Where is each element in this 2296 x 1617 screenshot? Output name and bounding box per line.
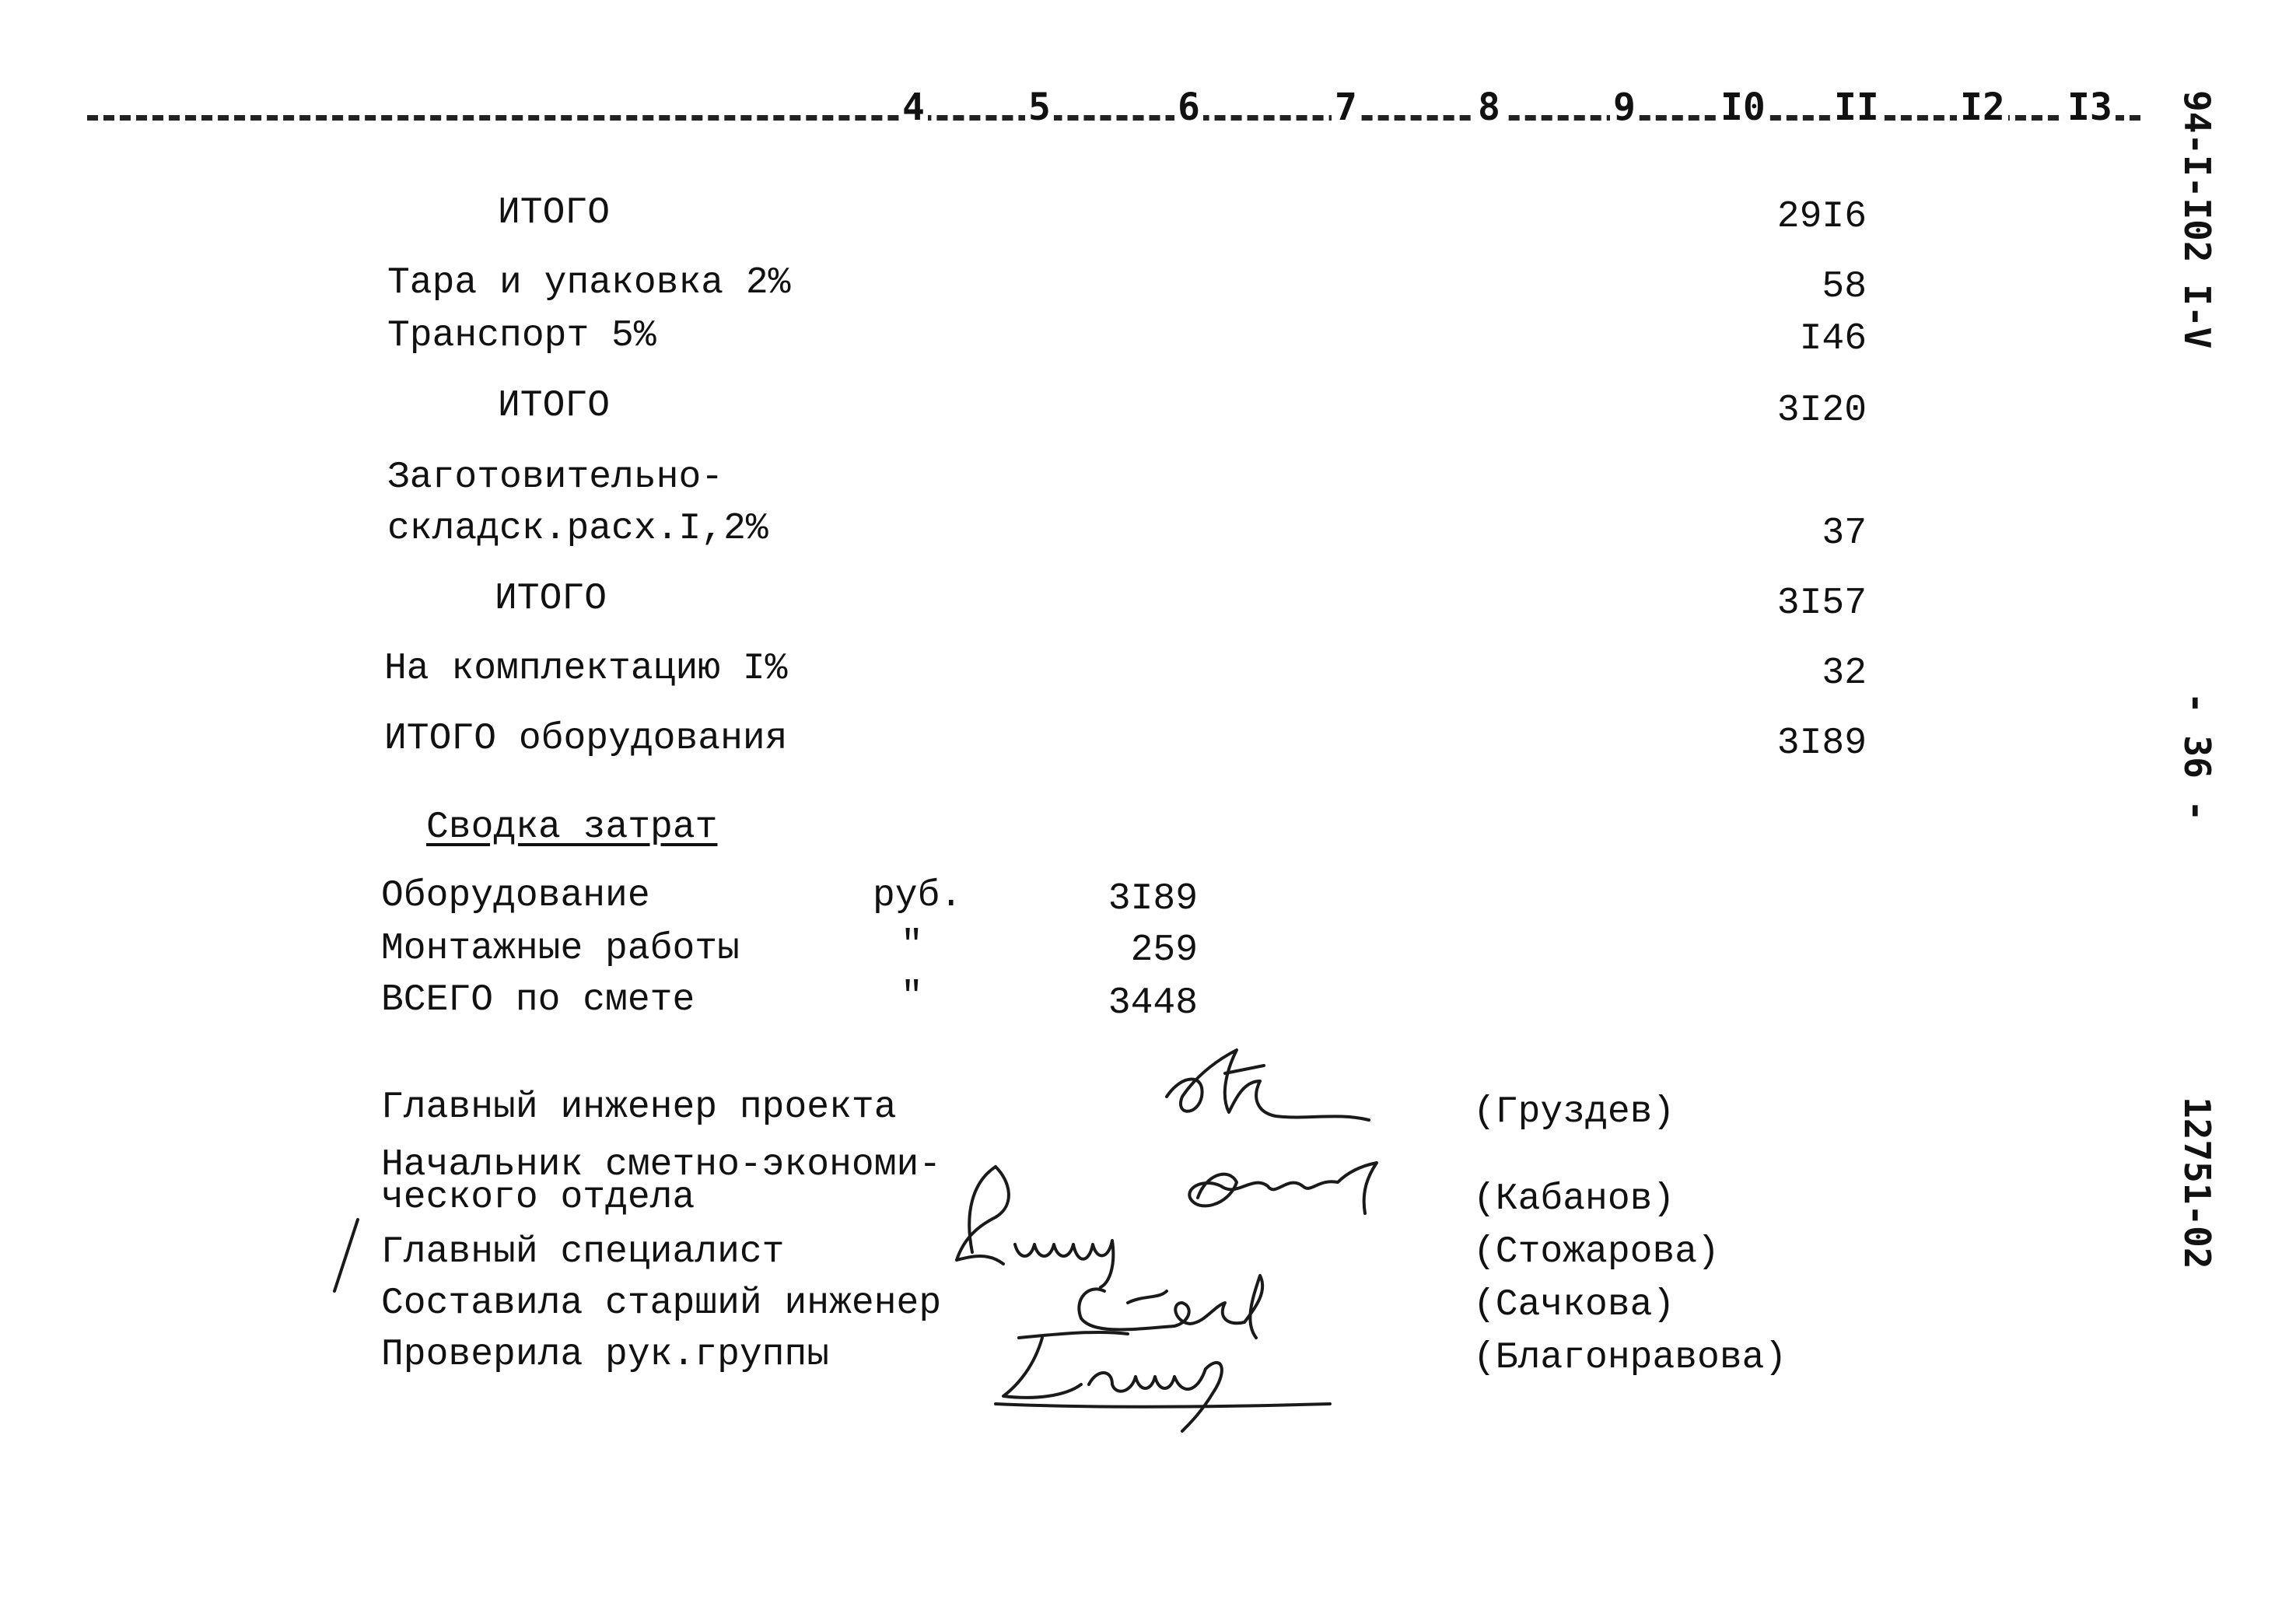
calc-value: I46 — [1799, 318, 1867, 360]
column-number: I3 — [2064, 86, 2116, 129]
calc-label: На комплектацию I% — [384, 648, 788, 690]
calc-label: Транспорт 5% — [387, 315, 656, 357]
calc-label: Тара и упаковка 2% — [387, 262, 791, 304]
summary-unit: " — [901, 976, 923, 1018]
summary-value: 3448 — [1108, 982, 1198, 1024]
signer-role: ческого отдела — [381, 1177, 695, 1219]
summary-unit: руб. — [873, 875, 963, 917]
calc-label: ИТОГО — [495, 578, 607, 620]
column-number: I0 — [1717, 86, 1769, 129]
calc-label: ИТОГО оборудования — [384, 718, 788, 760]
signer-role: Начальник сметно-экономи- — [381, 1144, 942, 1186]
calc-value: 58 — [1822, 266, 1867, 308]
signer-role: Проверила рук.группы — [381, 1334, 830, 1376]
calc-label: Заготовительно- — [387, 457, 724, 499]
signer-name: (Благонравова) — [1473, 1337, 1787, 1379]
calc-value: 32 — [1822, 653, 1867, 695]
calc-value: 37 — [1822, 513, 1867, 555]
signature-gruzdev — [1151, 1042, 1384, 1143]
signer-role: Главный инженер проекта — [381, 1087, 897, 1129]
signer-name: (Стожарова) — [1473, 1231, 1720, 1273]
column-number: 8 — [1475, 86, 1503, 129]
calc-value: 3I89 — [1776, 723, 1867, 765]
summary-unit: " — [901, 925, 923, 967]
column-number: I2 — [1957, 86, 2008, 129]
calc-value: 3I57 — [1776, 583, 1867, 625]
calc-label: складск.расх.I,2% — [387, 508, 768, 550]
summary-label: ВСЕГО по смете — [381, 979, 695, 1021]
calc-label: ИТОГО — [498, 192, 611, 234]
column-number: 5 — [1025, 86, 1054, 129]
signer-role: Составила старший инженер — [381, 1283, 942, 1325]
margin-mark — [327, 1213, 373, 1299]
summary-label: Монтажные работы — [381, 928, 740, 970]
column-number: 7 — [1332, 86, 1360, 129]
signer-name: (Кабанов) — [1473, 1178, 1675, 1220]
column-number: 6 — [1174, 86, 1203, 129]
calc-value: 29I6 — [1776, 196, 1867, 238]
signer-name: (Сачкова) — [1473, 1284, 1675, 1326]
column-number: II — [1831, 86, 1882, 129]
side-code-bottom: 12751-02 — [2176, 1097, 2218, 1269]
side-code-top: 94-I-I02 I-V — [2176, 90, 2218, 349]
column-number: 4 — [899, 86, 928, 129]
signature-blagonravova — [988, 1322, 1361, 1439]
calc-label: ИТОГО — [498, 385, 611, 427]
page-number: - 36 - — [2176, 692, 2218, 822]
calc-value: 3I20 — [1776, 390, 1867, 432]
signer-name: (Груздев) — [1473, 1091, 1675, 1133]
summary-value: 3I89 — [1108, 878, 1198, 920]
summary-title: Сводка затрат — [426, 807, 718, 849]
column-number: 9 — [1610, 86, 1639, 129]
signer-role: Главный специалист — [381, 1231, 785, 1273]
summary-value: 259 — [1130, 929, 1198, 971]
summary-label: Оборудование — [381, 875, 650, 917]
